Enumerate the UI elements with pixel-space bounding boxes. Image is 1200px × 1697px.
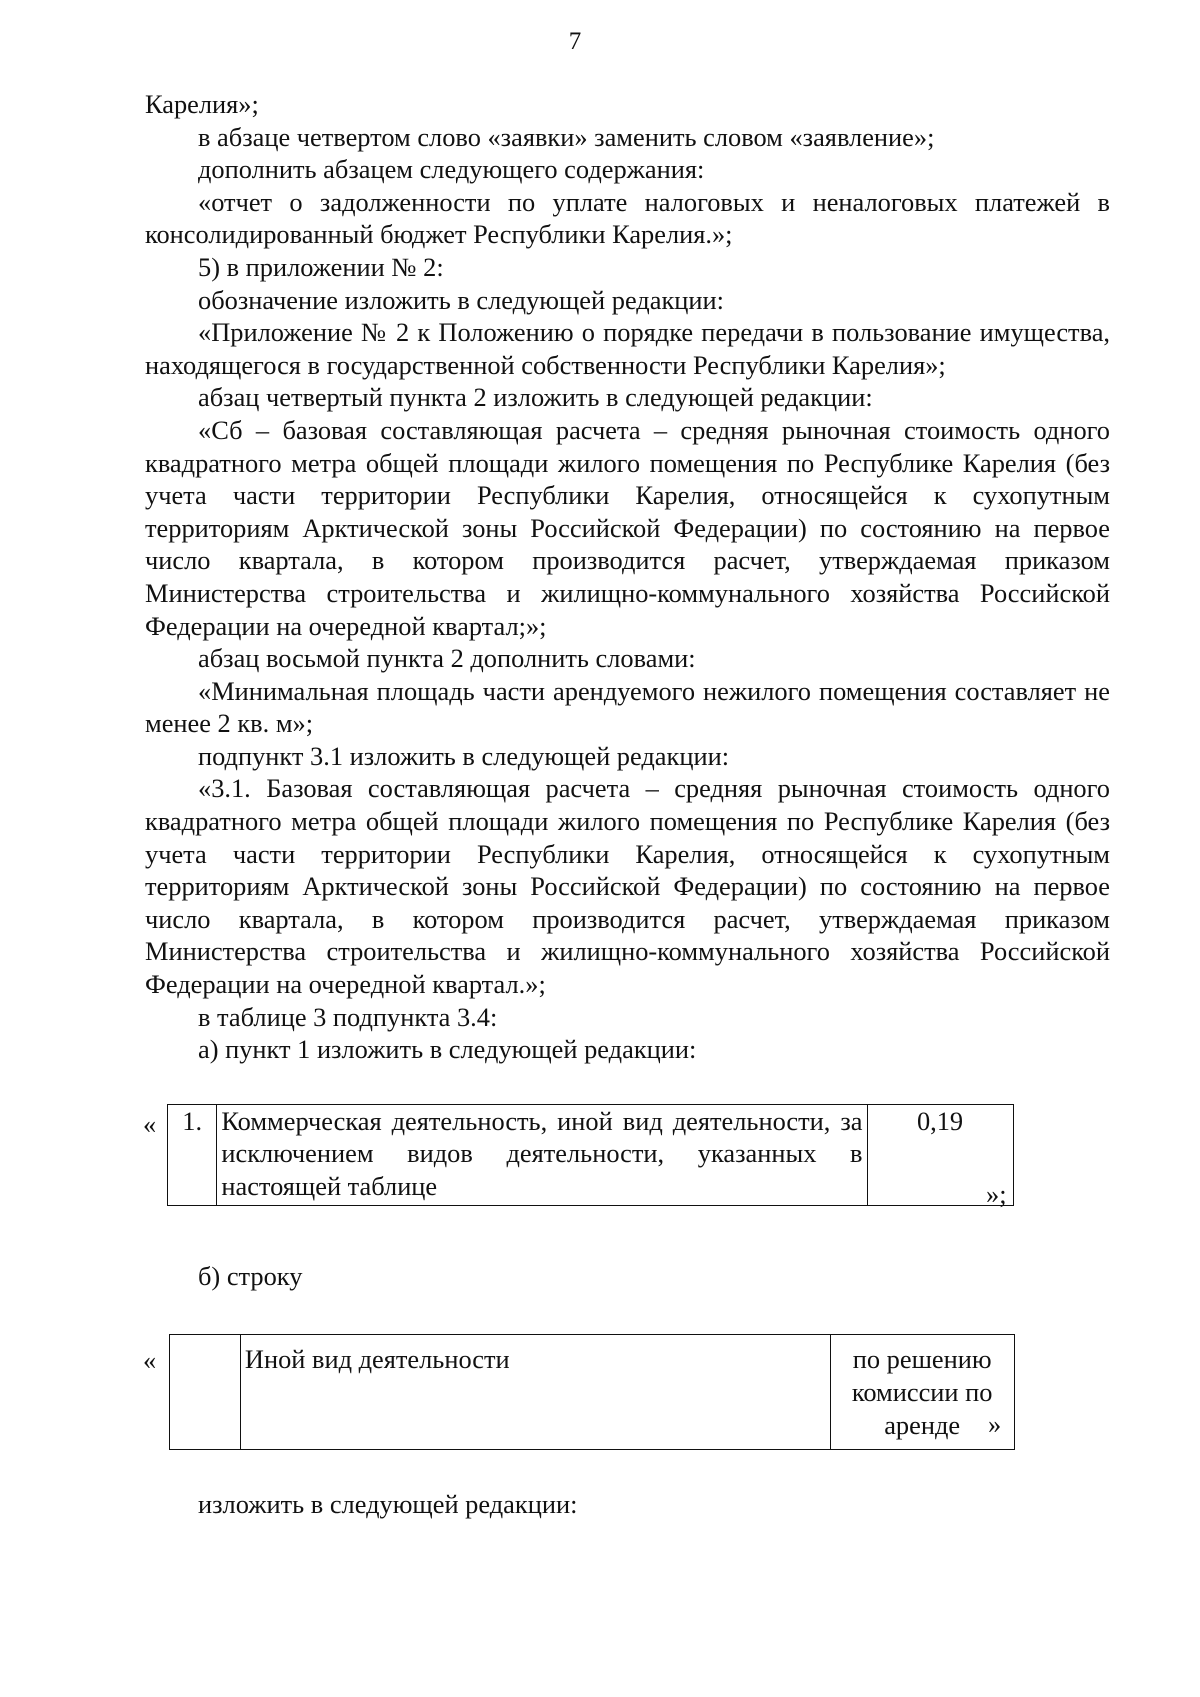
table-row bbox=[170, 1335, 1065, 1450]
table-row bbox=[168, 1104, 1065, 1205]
table-cell-text: Иной вид деятельности bbox=[240, 1335, 830, 1450]
paragraph: «3.1. Базовая составляющая расчета – средняя рыночная стоимость одного квадратного метра общей площади жилого помещения по Республике Карелия (без учета части территории Республики Карелия, относящейся к сухопутным территориям Арктической зоны Российской Федерации) по состоянию на первое число квартала, в котором производится расчет, утверждаемая приказом Министерства строительства и жилищно-коммунального хозяйства Российской Федерации на очередной квартал.»; bbox=[145, 773, 1110, 1000]
paragraph: «отчет о задолженности по уплате налоговых и неналоговых платежей в консолидированный бюджет Республики Карелия.»; bbox=[145, 186, 1110, 250]
open-quote: « bbox=[143, 1108, 157, 1139]
paragraph: абзац восьмой пункта 2 дополнить словами: bbox=[198, 643, 696, 674]
paragraph: подпункт 3.1 изложить в следующей редакции: bbox=[198, 740, 730, 771]
paragraph: в таблице 3 подпункта 3.4: bbox=[198, 1001, 498, 1032]
table-cell-number: 1. bbox=[168, 1104, 217, 1205]
paragraph: Карелия»; bbox=[145, 89, 259, 119]
close-quote: » bbox=[988, 1409, 1002, 1440]
table-2 bbox=[169, 1334, 1064, 1450]
paragraph: изложить в следующей редакции: bbox=[198, 1489, 578, 1520]
paragraph: «Минимальная площадь части арендуемого нежилого помещения составляет не менее 2 кв. м»; bbox=[145, 675, 1110, 739]
paragraph: 5) в приложении № 2: bbox=[198, 251, 444, 282]
paragraph: абзац четвертый пункта 2 изложить в следующей редакции: bbox=[198, 382, 873, 413]
table-1 bbox=[167, 1104, 1064, 1206]
paragraph: б) строку bbox=[198, 1260, 303, 1291]
table-cell-text: Коммерческая деятельность, иной вид деятельности, за исключением видов деятельности, указанных в настоящей таблице bbox=[217, 1104, 867, 1205]
paragraph: «Сб – базовая составляющая расчета – средняя рыночная стоимость одного квадратного метра общей площади жилого помещения по Республике Карелия (без учета части территории Республики Карелия, относящейся к сухопутным территориям Арктической зоны Российской Федерации) по состоянию на первое число квартала, в котором производится расчет, утверждаемая приказом Министерства строительства и жилищно-коммунального хозяйства Российской Федерации на очередной квартал;»; bbox=[145, 414, 1110, 641]
page-number: 7 bbox=[568, 28, 582, 55]
open-quote: « bbox=[143, 1345, 157, 1376]
close-quote: »; bbox=[986, 1178, 1007, 1209]
table-2-block bbox=[145, 1334, 1110, 1446]
table-cell-number bbox=[170, 1335, 241, 1450]
table-1-block bbox=[145, 1104, 1110, 1218]
paragraph: «Приложение № 2 к Положению о порядке передачи в пользование имущества, находящегося в государственной собственности Республики Карелия»; bbox=[145, 317, 1110, 380]
paragraph: обозначение изложить в следующей редакции: bbox=[198, 284, 724, 315]
paragraph: а) пункт 1 изложить в следующей редакции: bbox=[198, 1034, 697, 1065]
table-cell-value: по решению комиссии по аренде bbox=[830, 1335, 1014, 1450]
paragraph: дополнить абзацем следующего содержания: bbox=[198, 154, 705, 185]
paragraph: в абзаце четвертом слово «заявки» заменить словом «заявление»; bbox=[198, 121, 935, 152]
table-cell-value: 0,19 bbox=[867, 1104, 1013, 1205]
document-body bbox=[145, 88, 1110, 1521]
